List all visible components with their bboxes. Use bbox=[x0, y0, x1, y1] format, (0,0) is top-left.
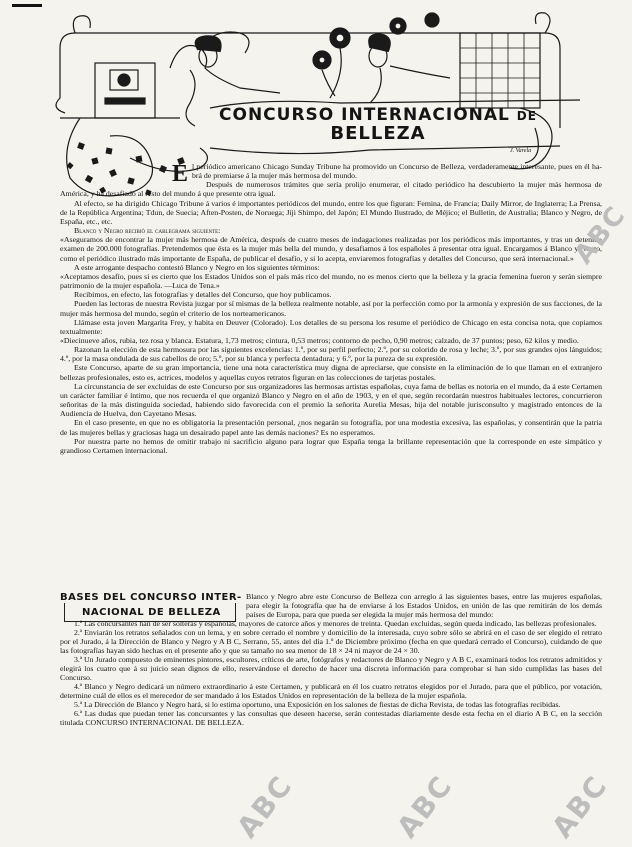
base-rule: 2.ª Enviarán los retratos señalados con un lema, y en sobre cerrado el nombre y domicilio de la interesada, cuyo sobre sólo se abrirá en el caso de ser elegido el retrato por el Jurado, á la Dirección de Blanco y Negro y A B C, Serrano, 55, antes del día 1.º de Diciembre próximo (fecha en que quedará cerrado el Concurso), cuidando de que las fotografías hayan sido hechas en el presente año y que su tamaño no sea menor de 18 × 24 ni mayor de 24 × 30. bbox=[60, 628, 602, 655]
paragraph: «Aceptamos desafío, pues si es cierto que los Estados Unidos son el país más rico del mundo, no es menos cierto que la belleza y la gracia femenina fueron y serán siempre patrimonio de la mujer española. —Luca de Tena.» bbox=[60, 271, 602, 291]
paragraph: Razonan la elección de esta hermosura por las siguientes excelencias: 1.º, por su perfil perfecto; 2.º, por su colorido de rosa y leche; 3.º, por sus grandes ojos lánguidos; 4.º, por la masa ondulada de sus cabellos de oro; 5.º, por su blanca y perfecta dentadura; y 6.º, por la pureza de su expresión. bbox=[60, 345, 602, 364]
paragraph: Recibimos, en efecto, las fotografías y detalles del Concurso, que hoy publicamos. bbox=[74, 290, 332, 300]
title-line-1: CONCURSO INTERNACIONAL de bbox=[219, 105, 537, 125]
paragraph: Llámase esta joven Margarita Frey, y habita en Deuver (Colorado). Los detalles de su persona los resume el periódico de Chicago en esta concisa nota, que copiamos textualmente: bbox=[60, 317, 602, 336]
bases-heading-line-2: NACIONAL DE BELLEZA bbox=[82, 607, 221, 618]
drop-cap: E bbox=[172, 161, 189, 187]
paragraph: La circunstancia de ser excluidas de este Concurso por sus organizadores las hermosas artistas españolas, cuya fama de bellas es notoria en el mundo, da á este Certamen un carácter familiar é íntimo, que nos recuerda el que organizó Blanco y Negro en el año de 1903, y en el que, según recordarán nuestros habituales lectores, concurrieron señoritas de la más distinguida sociedad, habiendo sido favorecida con el premio la señorita Aurelia Mesas, hija del notable jurisconsulto y magistrado entonces de la Audiencia de Huelva, don Cayetano Mesas. bbox=[60, 381, 602, 419]
paragraph: l periódico americano Chicago Sunday Tribune ha promovido un Concurso de Belleza, verdaderamente interesante, pues en él ha-brá de premiarse á la mujer más hermosa del mundo. bbox=[192, 162, 602, 181]
paragraph: Después de numerosos trámites que sería prolijo enumerar, el citado periódico ha descubierto la mujer más hermosa de América, y ha desafiado al resto del mundo á que presente otra igual. bbox=[60, 180, 602, 199]
paragraph: Pueden las lectoras de nuestra Revista juzgar por sí mismas de la belleza realmente notable, así por la perfección como por la armonía y expresión de sus facciones, de la mujer más hermosa del mundo, según el criterio de los norteamericanos. bbox=[60, 299, 602, 318]
paragraph: Por nuestra parte no hemos de omitir trabajo ni sacrificio alguno para lograr que España tenga la brillante representación que la corresponde en este simpático y grandioso Certamen internacional. bbox=[60, 436, 602, 455]
bases-section bbox=[60, 592, 602, 727]
artist-signature: J. Varela bbox=[510, 148, 532, 154]
title-line-2: BELLEZA bbox=[330, 123, 426, 144]
paragraph: Al efecto, se ha dirigido Chicago Tribune á varios é importantes periódicos del mundo, entre los que figuran: Femina, de Francia; Daily Mirror, de Inglaterra; La Prensa, de la República Argentina; Tdun, de Suecia; Aften-Posten, de Noruega; Jiji Shimpo, del Japón; El Mundo Ilustrado, de Méjico; el Bulletin, de Australia; Blanco y Negro, de España, etc., etc. bbox=[60, 198, 602, 226]
watermark-bottom: ABC bbox=[545, 768, 615, 845]
contest-title bbox=[208, 105, 548, 144]
bases-intro: Blanco y Negro abre este Concurso de Belleza con arreglo á las siguientes bases, entre las mujeres españolas, para elegir la fotografía que ha de enviarse á los Estados Unidos, en unión de las que remitirán de los demás países de Europa, para que pueda ser elegida la mujer más hermosa del mundo: bbox=[246, 592, 602, 619]
watermark-bottom: ABC bbox=[230, 768, 300, 845]
bases-heading-line-1: BASES DEL CONCURSO INTER- bbox=[60, 592, 242, 603]
paragraph: «Diecinueve años, rubia, tez rosa y blanca. Estatura, 1,73 metros; cintura, 0,53 metros; contorno de pecho, 0,90 metros; calzado, de 37 puntos; peso, 62 kilos y medio. bbox=[60, 335, 579, 345]
watermark-bottom: ABC bbox=[390, 768, 460, 845]
top-rule bbox=[12, 4, 42, 7]
paragraph: A este arrogante despacho contestó Blanco y Negro en los siguientes términos: bbox=[74, 262, 320, 272]
base-rule: 1.ª Las concursantes han de ser solteras y españolas, mayores de catorce años y menores de treinta. Quedan excluidas, según queda indicado, las bellezas profesionales. bbox=[74, 619, 597, 628]
base-rule: 3.ª Un Jurado compuesto de eminentes pintores, escultores, críticos de arte, fotógrafos y redactores de Blanco y Negro y A B C, examinará todos los retratos admitidos y elegirá los cuatro que á su juicio sean dignos de ello, reservándose el derecho de hacer una discreta información para comprobar si han sido cumplidas las bases del Concurso. bbox=[60, 655, 602, 682]
paragraph: «Aseguramos de encontrar la mujer más hermosa de América, después de cuatro meses de indagaciones realizadas por los periódicos más importantes, y tras un detenido examen de 200.000 fotografías. Pretendemos que ésta es la mujer más bella del mundo, y desafiamos á los españoles á presentar otra igual. Encargamos á Blanco y Negro, como el periódico ilustrado más importante de España, de publicar el desafío, y si lo acepta, enviaremos fotografías y detalles del Concurso, que será internacional.» bbox=[60, 235, 602, 263]
base-rule: 6.ª Las dudas que puedan tener las concursantes y las consultas que deseen hacerse, serán contestadas diariamente desde esta fecha en el diario A B C, en la sección titulada CONCURSO INTERNACIONAL DE BELLEZA. bbox=[60, 709, 602, 727]
paragraph: Este Concurso, aparte de su gran importancia, tiene una nota característica muy digna de apreciarse, que consiste en la eliminación de lo que llaman en el extranjero bellezas profesionales, esto es, actrices, modelos y aquellas cuyos retratos figuran en las colecciones de tarjetas postales. bbox=[60, 363, 602, 382]
article-body bbox=[60, 162, 602, 455]
paragraph: En el caso presente, en que no es obligatoria la presentación personal, ¿nos negarán su fotografía, por una modestia excesiva, las españolas, y consentirán que la patria de las mujeres bellas y graciosas haga un desairado papel ante las demás naciones? Es no esperamos. bbox=[60, 418, 602, 437]
base-rule: 5.ª La Dirección de Blanco y Negro hará, si lo estima oportuno, una Exposición en los salones de fiestas de dicha Revista, de todas las fotografías recibidas. bbox=[74, 700, 561, 709]
base-rule: 4.ª Blanco y Negro dedicará un número extraordinario á este Certamen, y publicará en él los cuatro retratos elegidos por el Jurado, para que el público, por votación, determine cuál de ellos es el merecedor de ser mandado á los Estados Unidos en representación de la belleza de la mujer española. bbox=[60, 682, 602, 700]
paragraph: Blanco y Negro recibió el cablegrama siguiente: bbox=[74, 226, 221, 236]
watermark-right: ABC bbox=[568, 200, 632, 270]
